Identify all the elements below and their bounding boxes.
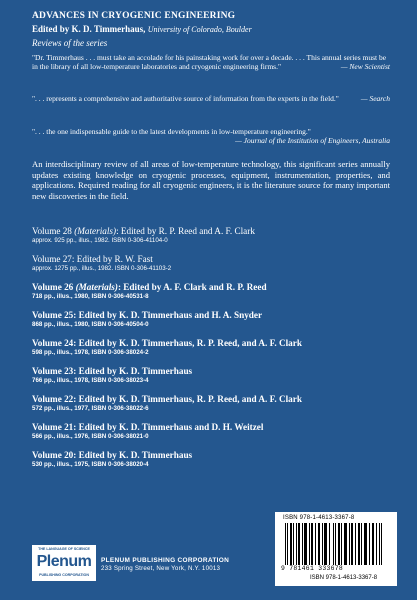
review-quote	[32, 127, 390, 145]
volume-entry	[32, 422, 392, 441]
barcode-digits: 9 781461 333678	[281, 565, 391, 572]
volume-editors: : Edited by K. D. Timmerhaus, R. P. Reed, and A. F. Clark	[73, 394, 302, 404]
isbn-bottom: ISBN 978-1-4613-3367-8	[310, 575, 378, 581]
volume-editors: : Edited by K. D. Timmerhaus and H. A. Snyder	[73, 310, 263, 320]
editor-name: Edited by K. D. Timmerhaus,	[32, 24, 146, 34]
review-quote	[32, 53, 390, 71]
volume-editors: : Edited by K. D. Timmerhaus and D. H. Weitzel	[73, 422, 264, 432]
series-editor	[32, 24, 252, 34]
volume-meta: 566 pp., illus., 1976, ISBN 0-306-38021-0	[32, 433, 149, 440]
volume-meta: approx. 925 pp., illus., 1982. ISBN 0-306-41104-0	[32, 237, 168, 244]
review-text: ". . . the one indispensable guide to the latest developments in low-temperature engineering."	[32, 127, 311, 136]
volume-label: Volume 20	[32, 450, 74, 460]
publisher-address: 233 Spring Street, New York, N.Y. 10013	[101, 565, 221, 572]
volume-entry	[32, 310, 392, 329]
logo-wordmark: Plenum	[36, 553, 92, 570]
volume-label: Volume 25	[32, 310, 74, 320]
volume-label: Volume 22	[32, 394, 74, 404]
volume-label: Volume 27	[32, 254, 72, 264]
volume-entry	[32, 338, 392, 357]
volume-meta: 598 pp., illus., 1978, ISBN 0-306-38024-2	[32, 349, 149, 356]
volume-entry	[32, 226, 392, 245]
volume-entry	[32, 394, 392, 413]
review-quote	[32, 94, 390, 103]
volume-label: Volume 28	[32, 226, 72, 236]
volume-meta: 572 pp., illus., 1977, ISBN 0-306-38022-6	[32, 405, 149, 412]
review-source: — Journal of the Institution of Engineers, Australia	[235, 136, 390, 146]
volume-meta: 868 pp., illus., 1980, ISBN 0-306-40504-0	[32, 321, 149, 328]
volume-label: Volume 21	[32, 422, 74, 432]
review-source: — New Scientist	[340, 62, 390, 72]
publisher-name: PLENUM PUBLISHING CORPORATION	[101, 557, 230, 564]
volume-editors: : Edited by A. F. Clark and R. P. Reed	[117, 282, 267, 292]
plenum-logo	[32, 545, 96, 581]
volume-entry	[32, 366, 392, 385]
volume-label: Volume 26	[32, 282, 74, 292]
volume-meta: 766 pp., illus., 1978, ISBN 0-306-38023-4	[32, 377, 149, 384]
volume-editors: : Edited by K. D. Timmerhaus	[73, 366, 193, 376]
review-text: "Dr. Timmerhaus . . . must take an accolade for his painstaking work for over a decade. . . . This annual series must be in the library of all low-temperature laboratories and cryogenic engineering firms."	[32, 53, 387, 72]
volume-label: Volume 24	[32, 338, 74, 348]
volume-entry	[32, 450, 392, 469]
volume-editors: : Edited by K. D. Timmerhaus, R. P. Reed, and A. F. Clark	[73, 338, 302, 348]
reviews-heading: Reviews of the series	[32, 38, 108, 48]
series-description: An interdisciplinary review of all areas of low-temperature technology, this significant series annually updates existing knowledge on cryogenic processes, equipment, instrumentation, properties, and applications. Required reading for all cryogenic engineers, it is the literature source for many important new discoveries in the field.	[32, 159, 390, 201]
volume-materials: (Materials)	[75, 282, 118, 292]
isbn-top: ISBN 978-1-4613-3367-8	[283, 515, 355, 521]
review-text: ". . . represents a comprehensive and authoritative source of information from the experts in the field."	[32, 94, 339, 103]
barcode-panel	[275, 512, 397, 586]
volume-entry	[32, 254, 392, 273]
logo-subline: PUBLISHING CORPORATION	[39, 573, 89, 577]
review-source: — Search	[360, 94, 390, 104]
volume-editors: : Edited by R. W. Fast	[71, 254, 153, 264]
volume-editors: : Edited by R. P. Reed and A. F. Clark	[116, 226, 255, 236]
volume-entry	[32, 282, 392, 301]
series-title: ADVANCES IN CRYOGENIC ENGINEERING	[32, 11, 236, 21]
barcode-graphic	[283, 523, 387, 571]
volume-meta: approx. 1275 pp., illus., 1982. ISBN 0-306-41103-2	[32, 265, 172, 272]
logo-tagline: THE LANGUAGE OF SCIENCE	[38, 547, 90, 551]
volume-label: Volume 23	[32, 366, 74, 376]
editor-affiliation: University of Colorado, Boulder	[147, 25, 252, 34]
volume-meta: 718 pp., illus., 1980, ISBN 0-306-40531-8	[32, 293, 149, 300]
volume-editors: : Edited by K. D. Timmerhaus	[73, 450, 193, 460]
volume-meta: 530 pp., illus., 1975, ISBN 0-306-38020-4	[32, 461, 149, 468]
volume-materials: (Materials)	[74, 226, 117, 236]
